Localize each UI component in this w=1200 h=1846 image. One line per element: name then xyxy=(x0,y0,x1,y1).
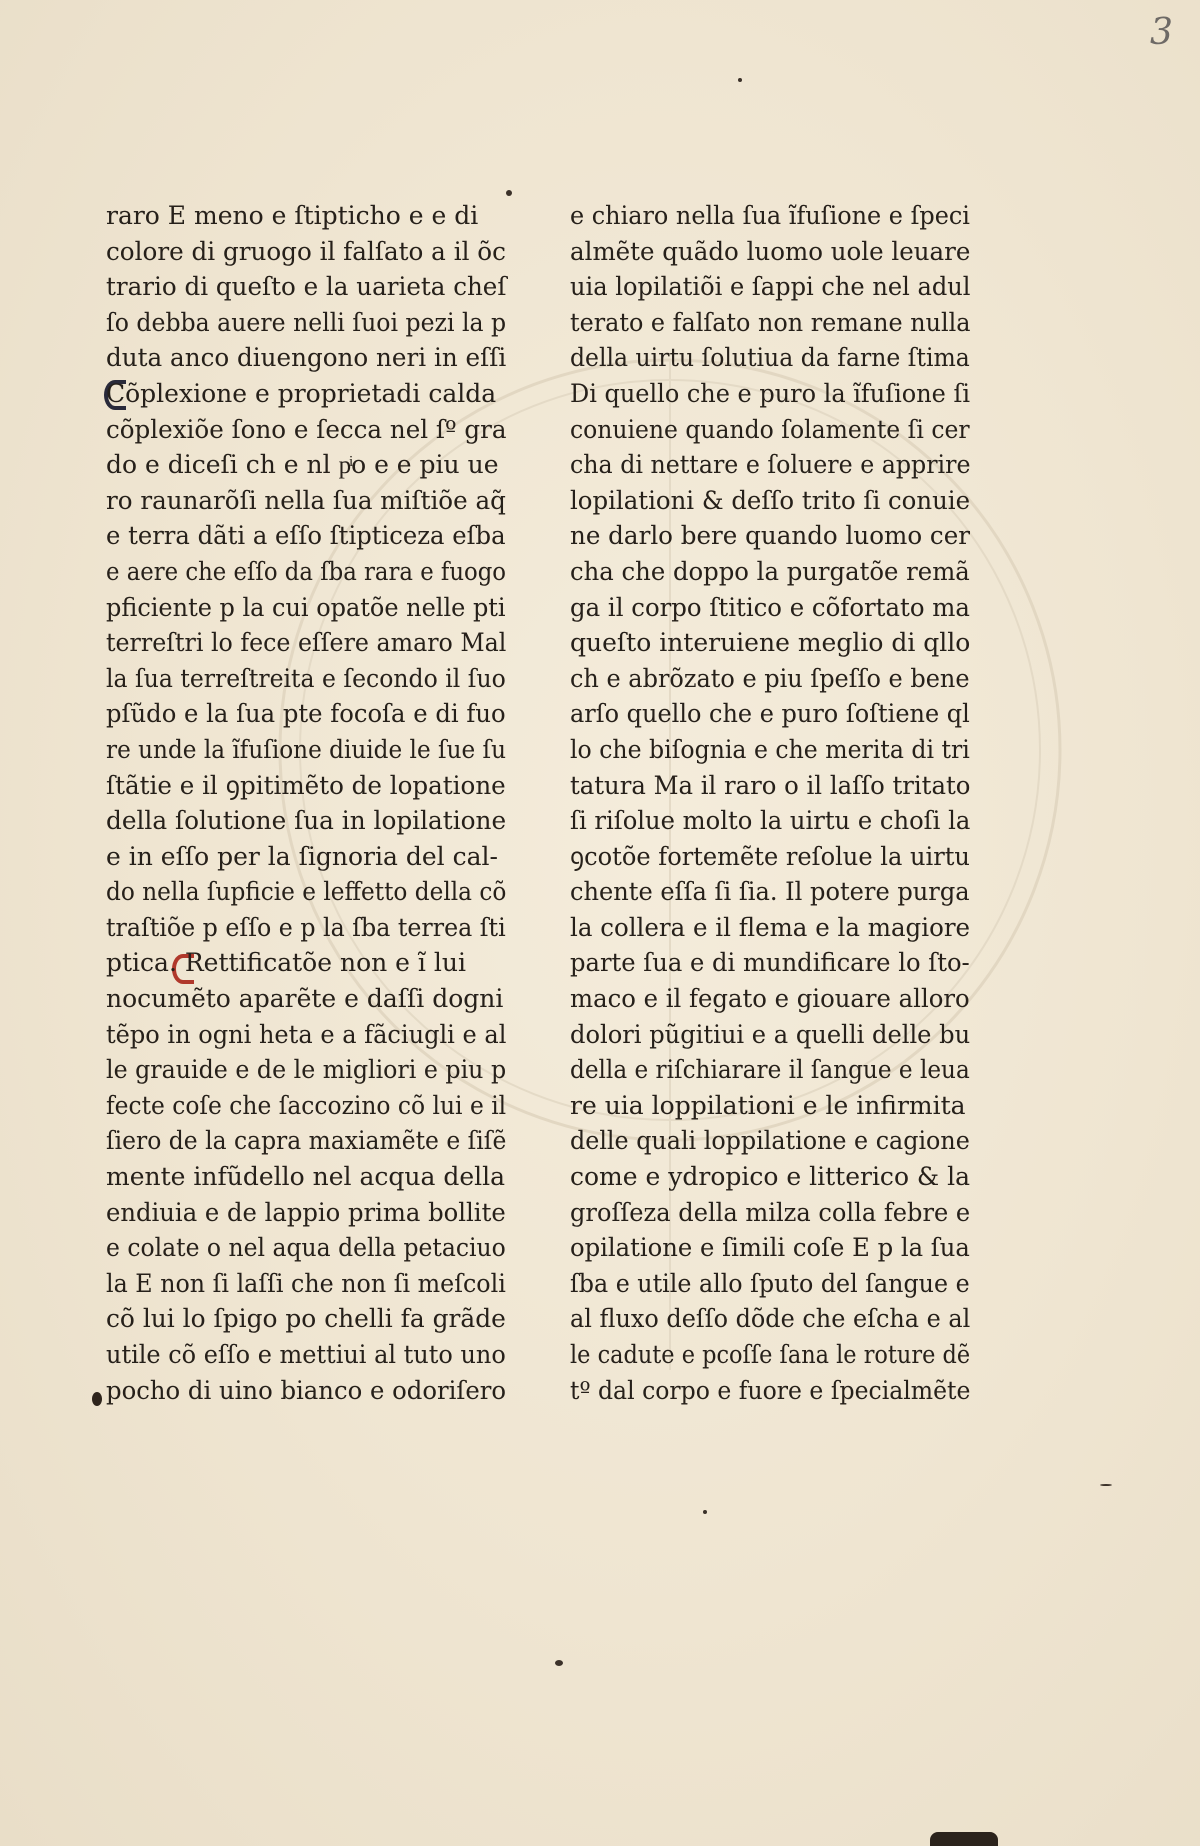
text-line: uia lopilatiõi e ſappi che nel adul xyxy=(570,272,971,302)
text-line: ſi riſolue molto la uirtu e choſi la xyxy=(570,806,971,836)
text-line: pſũdo e la ſua pte focoſa e di fuo xyxy=(106,699,506,729)
text-line: re unde la ĩfuſione diuide le ſue ſu xyxy=(106,734,507,764)
text-line: parte ſua e di mundificare lo ſto- xyxy=(570,948,970,978)
text-line: tatura Ma il raro o il laſſo tritato xyxy=(570,770,971,800)
text-line: queſto interuiene meglio di qllo xyxy=(570,628,971,658)
text-line: conuiene quando ſolamente ſi cer xyxy=(570,414,970,444)
text-line: nocumẽto aparẽte e daſſi dogni xyxy=(106,984,504,1014)
text-line: utile cõ eſſo e mettiui al tuto uno xyxy=(106,1340,506,1369)
text-line: groſſeza della milza colla febre e xyxy=(570,1197,971,1227)
text-line: delle quali loppilatione e cagione xyxy=(570,1126,970,1156)
bottom-edge-mark xyxy=(930,1832,998,1846)
ink-speck xyxy=(506,190,512,196)
text-line: la E non ſi laſſi che non ſi meſcoli xyxy=(106,1268,506,1298)
text-line: le cadute e pcoſſe ſana le roture dẽ xyxy=(570,1340,971,1369)
text-line: e in eſſo per la ſignoria del cal- xyxy=(106,841,498,871)
text-line: almẽte quãdo luomo uole leuare xyxy=(570,236,971,266)
text-line: raro E meno e ſtipticho e e di xyxy=(106,201,479,230)
text-line: cha di nettare e ſoluere e apprire xyxy=(570,450,971,480)
text-line: ptica. Rettificatõe non e ĩ lui xyxy=(106,948,466,978)
text-line: cõ lui lo ſpigo po chelli fa grãde xyxy=(106,1304,506,1334)
text-line: e aere che eſſo da ſba rara e fuogo xyxy=(106,556,507,586)
text-line: ſba e utile allo ſputo del ſangue e xyxy=(570,1268,970,1298)
text-line: pocho di uino bianco e odoriſero xyxy=(106,1375,507,1405)
text-line: la ſua terreſtreita e ſecondo il ſuo xyxy=(106,663,506,693)
ink-speck xyxy=(738,78,742,82)
left-text-column xyxy=(106,198,506,1408)
ink-speck xyxy=(703,1510,707,1514)
text-line: al fluxo deſſo dõde che eſcha e al xyxy=(570,1304,971,1334)
text-line: della e riſchiarare il ſangue e leua xyxy=(570,1055,970,1085)
text-line: ch e abrõzato e piu ſpeſſo e bene xyxy=(570,663,970,693)
text-line: Di quello che e puro la ĩfuſione ſi xyxy=(570,378,971,408)
text-line: opilatione e ſimili coſe E p la ſua xyxy=(570,1233,970,1263)
text-line: cha che doppo la purgatõe remã xyxy=(570,556,970,586)
text-line: trario di queſto e la uarieta cheſ xyxy=(106,272,507,302)
ink-speck xyxy=(1100,1484,1112,1486)
ink-speck xyxy=(555,1660,563,1666)
text-line: colore di gruogo il falſato a il õc xyxy=(106,236,506,266)
text-line: chente eſſa ſi ſia. Il potere purga xyxy=(570,877,970,907)
text-line: lo che biſognia e che merita di tri xyxy=(570,734,970,764)
text-line: terreſtri lo fece eſſere amaro Mal xyxy=(106,628,507,658)
text-line: do nella ſupficie e leffetto della cõ xyxy=(106,877,507,907)
text-line: ga il corpo ſtitico e cõfortato ma xyxy=(570,592,970,622)
text-line: ſiero de la capra maxiamẽte e ſiſẽ xyxy=(106,1126,507,1156)
text-line: ne darlo bere quando luomo cer xyxy=(570,521,970,551)
text-line: arſo quello che e puro ſoſtiene ql xyxy=(570,699,970,729)
text-line: lopilationi & deſſo trito ſi conuie xyxy=(570,485,971,515)
text-line: maco e il fegato e giouare alloro xyxy=(570,984,970,1014)
text-line: tº dal corpo e fuore e ſpecialmẽte xyxy=(570,1375,971,1405)
text-line: pficiente p la cui opatõe nelle pti xyxy=(106,592,506,622)
text-line: ſtãtie e il ꝯpitimẽto de lopatione xyxy=(106,770,506,800)
text-line: della ſolutione ſua in lopilatione xyxy=(106,806,507,836)
folio-number: 3 xyxy=(1150,12,1173,53)
text-line: fecte coſe che ſaccozino cõ lui e il xyxy=(106,1090,507,1120)
text-line: re uia loppilationi e le infirmita xyxy=(570,1090,966,1120)
text-line: e terra dãti a eſſo ſtipticeza eſba xyxy=(106,521,506,551)
text-line: duta anco diuengono neri in eſſi xyxy=(106,343,507,373)
text-line: ro raunarõſi nella ſua miſtiõe aq̃ xyxy=(106,485,506,515)
text-line: dolori pũgitiui e a quelli delle bu xyxy=(570,1019,971,1049)
text-line: e chiaro nella ſua ĩfuſione e ſpeci xyxy=(570,201,970,230)
text-line: Cõplexione e proprietadi calda xyxy=(106,378,497,408)
text-line: la collera e il flema e la magiore xyxy=(570,912,971,942)
text-line: do e diceſi ch e nl pͥo e e piu ue xyxy=(106,450,499,480)
ink-blot xyxy=(92,1392,102,1406)
text-line: terato e falſato non remane nulla xyxy=(570,307,971,337)
text-line: ꝯcotõe fortemẽte reſolue la uirtu xyxy=(570,841,970,871)
right-text-column xyxy=(570,198,970,1408)
text-line: della uirtu ſolutiua da farne ſtima xyxy=(570,343,970,373)
text-line: mente infũdello nel acqua della xyxy=(106,1162,506,1192)
text-line: come e ydropico e litterico & la xyxy=(570,1162,971,1192)
text-line: e colate o nel aqua della petaciuo xyxy=(106,1233,506,1263)
text-line: le grauide e de le migliori e piu p xyxy=(106,1055,507,1085)
text-line: traſtiõe p eſſo e p la ſba terrea ſti xyxy=(106,912,506,942)
text-line: ſo debba auere nelli ſuoi pezi la p xyxy=(106,307,507,337)
text-line: cõplexiõe ſono e ſecca nel ſº gra xyxy=(106,414,507,444)
text-line: tẽpo in ogni heta e a fãciugli e al xyxy=(106,1019,507,1049)
text-line: endiuia e de lappio prima bollite xyxy=(106,1197,506,1227)
